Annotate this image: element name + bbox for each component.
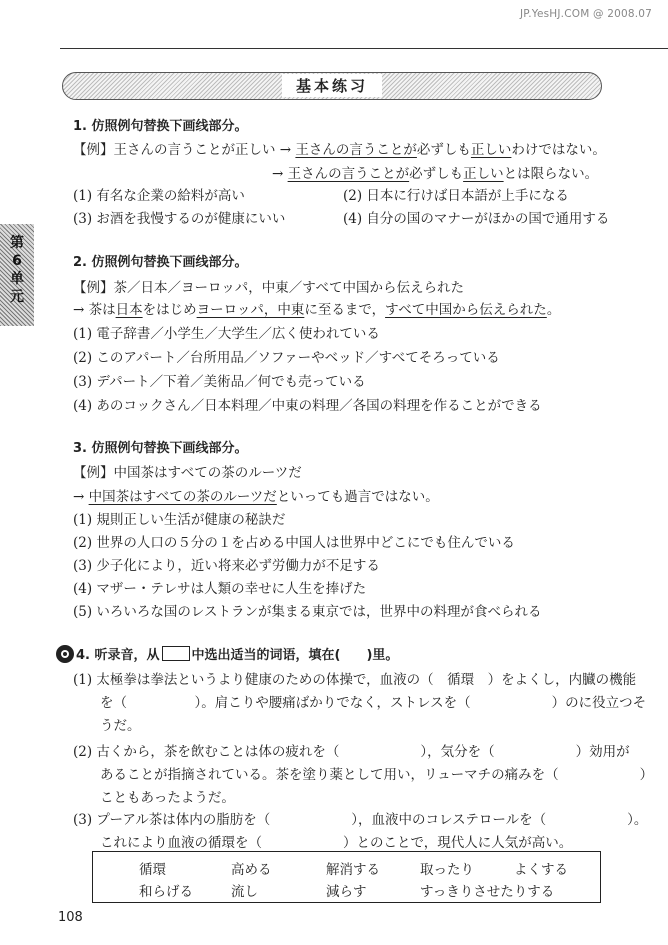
example-underlined-3: 王さんの言うことが (287, 166, 410, 182)
underlined: 日本 (115, 302, 143, 318)
word-choice-box (92, 851, 601, 903)
example-underlined-1: 王さんの言うことが (295, 142, 417, 158)
unit-side-tab (0, 224, 34, 326)
word-choice: すっきりさせたりする (420, 884, 555, 900)
underlined: ヨーロッパ，中東 (196, 302, 305, 318)
section-4-line: あることが指摘されている。茶を塗り薬として用い，リューマチの痛みを（ ） (100, 767, 654, 783)
section-1-item: (4) 自分の国のマナーがほかの国で通用する (343, 211, 610, 227)
word-box-icon (162, 646, 190, 661)
word-choice: 解消する (326, 862, 380, 878)
section-3-item: (4) マザー・テレサは人類の幸せに人生を捧げた (73, 581, 367, 597)
unit-side-tab-label: 第6单元 (10, 235, 24, 305)
section-4-line: こともあったようだ。 (100, 790, 235, 806)
section-1-title: 1. 仿照例句替换下画线部分。 (73, 119, 248, 134)
text: → 茶は (73, 302, 116, 318)
section-2-example: 【例】茶／日本／ヨーロッパ，中東／すべて中国から伝えられた (73, 280, 464, 296)
underlined: すべて中国から伝えられた (385, 302, 547, 318)
example-underlined-4: 正しい (463, 166, 504, 182)
section-2-item: (4) あのコックさん／日本料理／中東の料理／各国の料理を作ることができる (73, 398, 542, 414)
example-text-1: 必ずしも (416, 142, 471, 158)
example-underlined-2: 正しい (470, 142, 512, 158)
section-2-item: (1) 電子辞書／小学生／大学生／広く使われている (73, 326, 380, 342)
section-1-example-prompt (73, 138, 606, 158)
example-text-3: 必ずしも (409, 166, 464, 182)
section-1-item: (1) 有名な企業の給料が高い (73, 188, 245, 204)
section-4-line: を（ ）。肩こりや腰痛ばかりでなく，ストレスを（ ）のに役立つそ (100, 695, 647, 711)
section-4-line: うだ。 (100, 718, 141, 734)
title-part: 4. 听录音，从 (76, 648, 160, 663)
section-3-example-answer (73, 485, 439, 505)
example-text-2: わけではない。 (511, 142, 606, 158)
section-2-item: (2) このアパート／台所用品／ソファーやベッド／すべてそろっている (73, 350, 500, 366)
example-label: 【例】 (73, 142, 114, 158)
section-2-example-answer (73, 298, 560, 318)
section-2-title: 2. 仿照例句替换下画线部分。 (73, 255, 248, 270)
word-choice: 減らす (326, 884, 367, 900)
word-choice: 高める (231, 862, 272, 878)
section-3-item: (1) 規則正しい生活が健康の秘訣だ (73, 512, 286, 528)
section-banner (62, 72, 602, 100)
example-text-4: とは限らない。 (503, 166, 599, 182)
text: といっても過言ではない。 (276, 489, 439, 505)
banner-title: 基本练习 (282, 74, 382, 97)
section-1-item: (2) 日本に行けば日本語が上手になる (343, 188, 569, 204)
section-1-example-line-2 (272, 162, 598, 182)
header-rule (60, 48, 668, 49)
section-3-example: 【例】中国茶はすべての茶のルーツだ (73, 465, 302, 481)
section-1-item: (3) お酒を我慢するのが健康にいい (73, 211, 286, 227)
section-4-line: (3) プーアル茶は体内の脂肪を（ ），血液中のコレステロールを（ ）。 (73, 812, 648, 828)
arrow: → (272, 166, 284, 182)
section-3-title: 3. 仿照例句替换下画线部分。 (73, 441, 248, 456)
word-choice: 和らげる (139, 884, 193, 900)
section-4-line: これにより血液の循環を（ ）とのことで，現代人に人気が高い。 (100, 835, 573, 851)
section-4-title (76, 644, 398, 663)
audio-cd-icon[interactable] (56, 645, 74, 663)
section-3-item: (2) 世界の人口の５分の１を占める中国人は世界中どこにでも住んでいる (73, 535, 515, 551)
section-2-item: (3) デパート／下着／美術品／何でも売っている (73, 374, 366, 390)
word-choice: 循環 (139, 862, 166, 878)
section-3-item: (5) いろいろな国のレストランが集まる東京では，世界中の料理が食べられる (73, 604, 542, 620)
example-main: 王さんの言うことが正しい → (113, 142, 292, 158)
section-4-line: (2) 古くから，茶を飲むことは体の疲れを（ ），気分を（ ）効用が (73, 744, 630, 760)
section-3-item: (3) 少子化により，近い将来必ず労働力が不足する (73, 558, 380, 574)
underlined: 中国茶はすべての茶のルーツだ (88, 489, 277, 505)
text: に至るまで， (304, 302, 386, 318)
watermark: JP.YesHJ.COM @ 2008.07 (520, 8, 653, 20)
word-choice: よくする (514, 862, 568, 878)
section-4-line: (1) 太極拳は拳法というより健康のための体操で，血液の（ 循環 ）をよくし，内臓の機能 (73, 672, 637, 688)
title-part: 中选出适当的词语，填在( )里。 (191, 648, 399, 663)
text: をはじめ (142, 302, 197, 318)
word-choice: 取ったり (420, 862, 474, 878)
arrow: → (73, 489, 89, 505)
text: 。 (546, 302, 561, 318)
page-number: 108 (58, 910, 83, 925)
word-choice: 流し (231, 884, 258, 900)
